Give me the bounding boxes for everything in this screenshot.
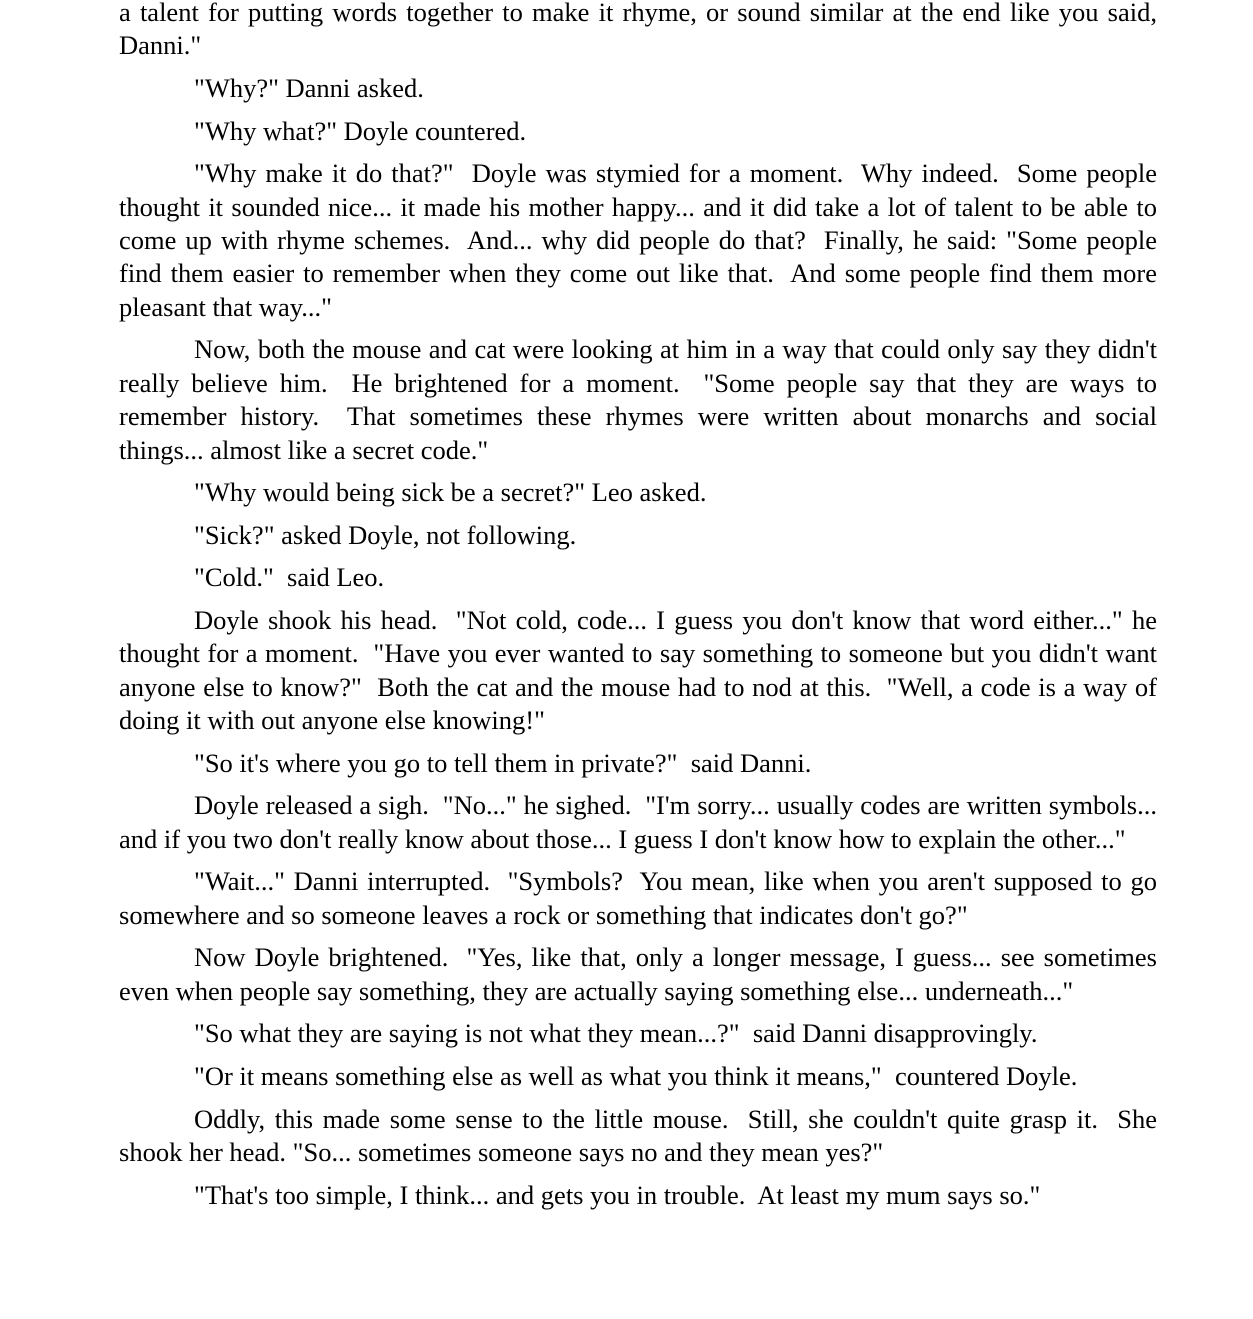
paragraph-12: "Wait..." Danni interrupted. "Symbols? You mean, like when you aren't supposed to go somewhere and so someone leaves a rock or something that indicates don't go?" (119, 866, 1164, 930)
paragraph-7: "Sick?" asked Doyle, not following. (194, 519, 577, 550)
paragraph-11: Doyle released a sigh. "No..." he sighed. "I'm sorry... usually codes are written symbols... and if you two don't really know about those... I guess I don't know how to explain the other..." (119, 790, 1164, 854)
paragraph-5: Now, both the mouse and cat were looking at him in a way that could only say they didn't really believe him. He brightened for a moment. "Some people say that they are ways to remember history. That sometimes these rhymes were written about monarchs and social things... almost like a secret code." (119, 334, 1164, 465)
paragraph-4: "Why make it do that?" Doyle was stymied for a moment. Why indeed. Some people thought it sounded nice... it made his mother happy... and it did take a lot of talent to be able to come up with rhyme schemes. And... why did people do that? Finally, he said: "Some people find them easier to remember when they come out like that. And some people find them more pleasant that way..." (119, 158, 1164, 322)
document-page (119, 0, 1164, 1221)
paragraph-13: Now Doyle brightened. "Yes, like that, only a longer message, I guess... see sometimes even when people say something, they are actually saying something else... underneath..." (119, 942, 1164, 1006)
paragraph-17: "That's too simple, I think... and gets you in trouble. At least my mum says so." (194, 1179, 1041, 1210)
paragraph-1: a talent for putting words together to make it rhyme, or sound similar at the end like you said, Danni." (119, 0, 1164, 61)
paragraph-15: "Or it means something else as well as what you think it means," countered Doyle. (194, 1061, 1078, 1091)
paragraph-3: "Why what?" Doyle countered. (194, 115, 527, 146)
paragraph-2: "Why?" Danni asked. (194, 73, 424, 103)
paragraph-6: "Why would being sick be a secret?" Leo asked. (194, 477, 707, 508)
paragraph-9: Doyle shook his head. "Not cold, code... I guess you don't know that word either..." he thought for a moment. "Have you ever wanted to say something to someone but you didn't want anyone else to know?" Both the cat and the mouse had to nod at this. "Well, a code is a way of doing it with out anyone else knowing!" (119, 605, 1164, 736)
paragraph-16: Oddly, this made some sense to the little mouse. Still, she couldn't quite grasp it. She shook her head. "So... sometimes someone says no and they mean yes?" (119, 1103, 1164, 1167)
paragraph-10: "So it's where you go to tell them in private?" said Danni. (194, 747, 812, 778)
paragraph-14: "So what they are saying is not what they mean...?" said Danni disapprovingly. (194, 1018, 1038, 1049)
paragraph-8: "Cold." said Leo. (194, 562, 385, 593)
